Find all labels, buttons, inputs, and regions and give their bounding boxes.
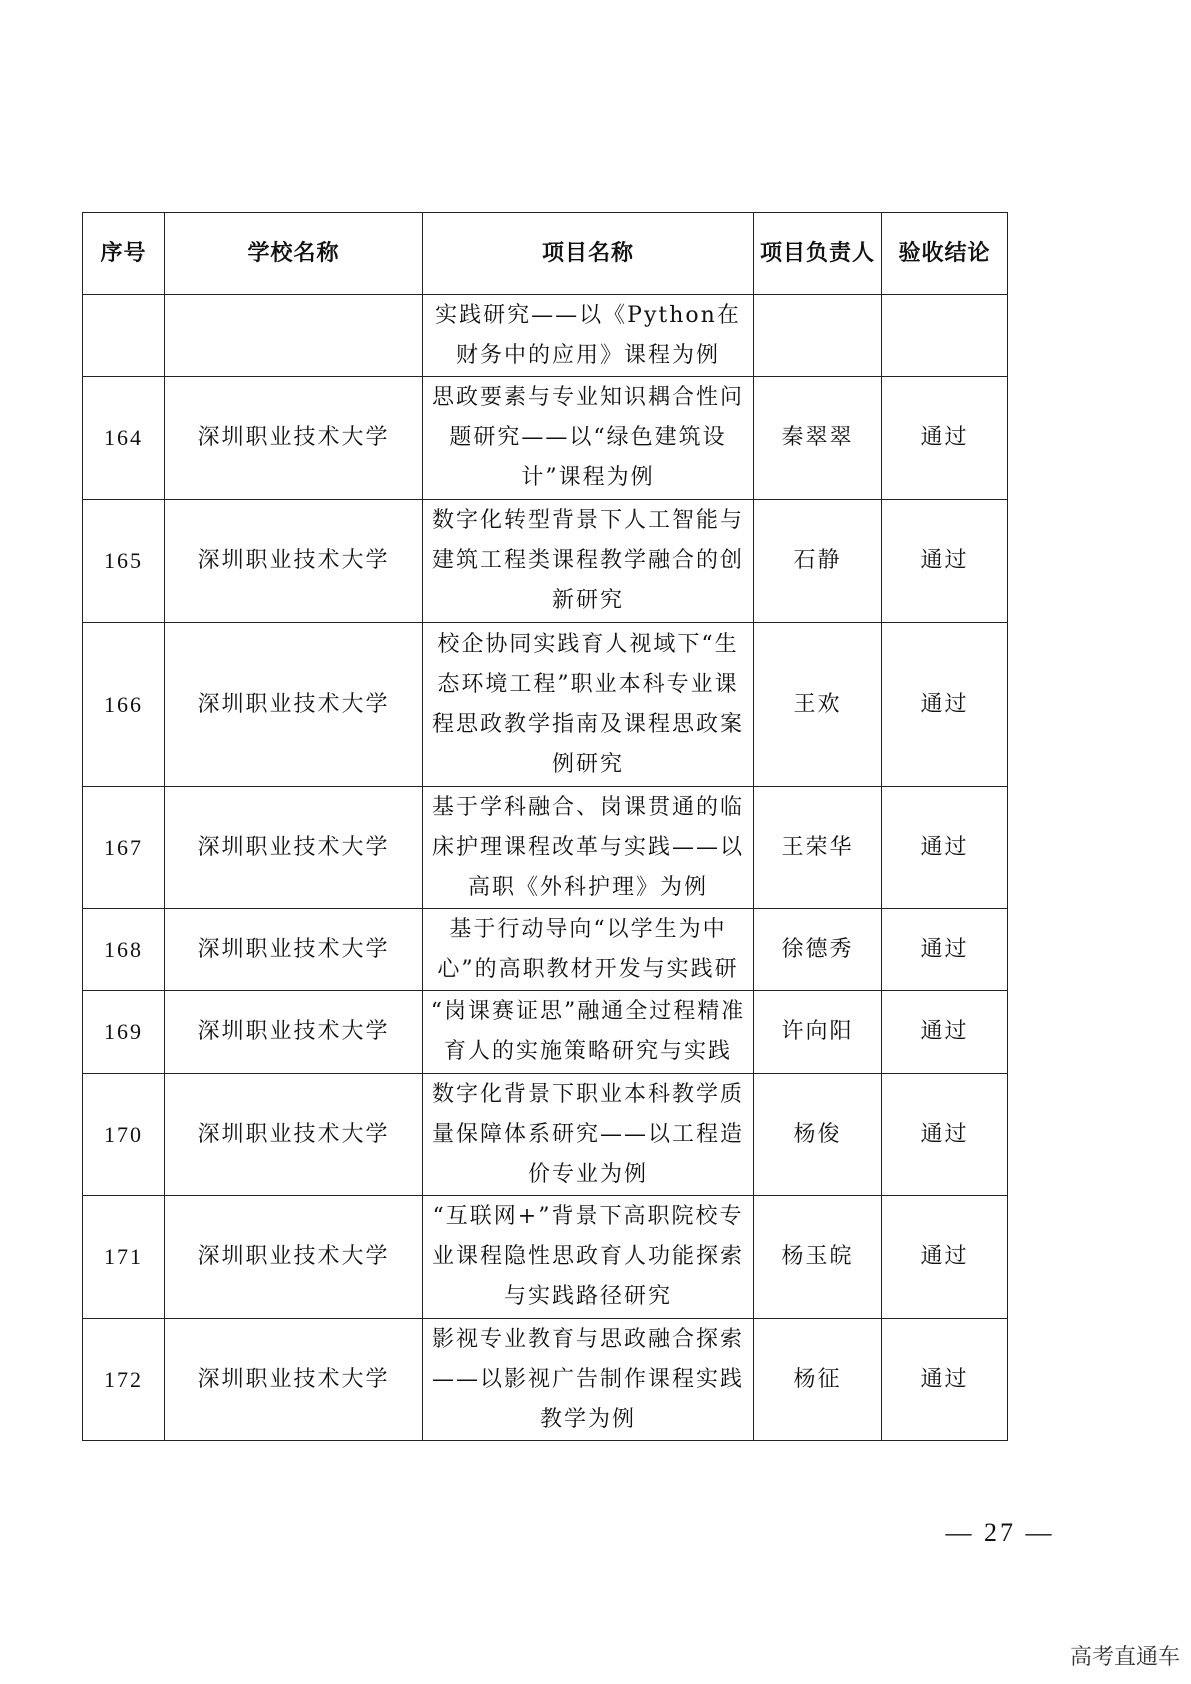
- row-school: 深圳职业技术大学: [165, 1196, 423, 1319]
- header-index: 序号: [83, 213, 165, 295]
- row-result: 通过: [882, 787, 1008, 909]
- table-header: [83, 213, 1008, 295]
- row-result: 通过: [882, 623, 1008, 787]
- watermark-text: 高考直通车: [1069, 1645, 1180, 1670]
- table-row: [83, 1074, 1008, 1196]
- row-result: [882, 295, 1008, 377]
- row-school: 深圳职业技术大学: [165, 909, 423, 991]
- row-project: 数字化背景下职业本科教学质量保障体系研究——以工程造价专业为例: [423, 1074, 754, 1196]
- row-school: [165, 295, 423, 377]
- page-number: — 27 —: [945, 1518, 1055, 1547]
- row-index: 171: [83, 1196, 165, 1319]
- table-row: [83, 500, 1008, 623]
- row-leader: 杨征: [754, 1319, 882, 1441]
- row-result: 通过: [882, 909, 1008, 991]
- row-leader: 许向阳: [754, 991, 882, 1074]
- row-index: 169: [83, 991, 165, 1074]
- row-index: [83, 295, 165, 377]
- row-school: 深圳职业技术大学: [165, 1319, 423, 1441]
- row-school: 深圳职业技术大学: [165, 787, 423, 909]
- row-leader: 杨俊: [754, 1074, 882, 1196]
- row-project: 实践研究——以《Python在财务中的应用》课程为例: [423, 295, 754, 377]
- row-school: 深圳职业技术大学: [165, 377, 423, 500]
- row-project: 思政要素与专业知识耦合性问题研究——以“绿色建筑设计”课程为例: [423, 377, 754, 500]
- table-row: [83, 1319, 1008, 1441]
- row-index: 172: [83, 1319, 165, 1441]
- row-school: 深圳职业技术大学: [165, 623, 423, 787]
- row-leader: 石静: [754, 500, 882, 623]
- table-row: [83, 1196, 1008, 1319]
- row-school: 深圳职业技术大学: [165, 1074, 423, 1196]
- row-index: 168: [83, 909, 165, 991]
- table-row: [83, 377, 1008, 500]
- row-index: 166: [83, 623, 165, 787]
- row-result: 通过: [882, 377, 1008, 500]
- row-result: 通过: [882, 991, 1008, 1074]
- table-row: [83, 909, 1008, 991]
- header-row: [83, 213, 1008, 295]
- header-school: 学校名称: [165, 213, 423, 295]
- row-leader: 王荣华: [754, 787, 882, 909]
- row-leader: [754, 295, 882, 377]
- row-index: 164: [83, 377, 165, 500]
- row-result: 通过: [882, 1319, 1008, 1441]
- row-project: 基于学科融合、岗课贯通的临床护理课程改革与实践——以高职《外科护理》为例: [423, 787, 754, 909]
- row-result: 通过: [882, 500, 1008, 623]
- table-row: [83, 787, 1008, 909]
- row-project: 影视专业教育与思政融合探索——以影视广告制作课程实践教学为例: [423, 1319, 754, 1441]
- table-row: [83, 623, 1008, 787]
- row-project: 基于行动导向“以学生为中心”的高职教材开发与实践研: [423, 909, 754, 991]
- row-project: 数字化转型背景下人工智能与建筑工程类课程教学融合的创新研究: [423, 500, 754, 623]
- results-table: [82, 212, 1008, 1441]
- row-result: 通过: [882, 1196, 1008, 1319]
- row-leader: 王欢: [754, 623, 882, 787]
- table-row: [83, 991, 1008, 1074]
- header-leader: 项目负责人: [754, 213, 882, 295]
- row-index: 170: [83, 1074, 165, 1196]
- row-leader: 秦翠翠: [754, 377, 882, 500]
- row-index: 165: [83, 500, 165, 623]
- row-project: “互联网+”背景下高职院校专业课程隐性思政育人功能探索与实践路径研究: [423, 1196, 754, 1319]
- row-index: 167: [83, 787, 165, 909]
- table-row: [83, 295, 1008, 377]
- row-school: 深圳职业技术大学: [165, 991, 423, 1074]
- row-result: 通过: [882, 1074, 1008, 1196]
- row-leader: 杨玉皖: [754, 1196, 882, 1319]
- row-project: 校企协同实践育人视域下“生态环境工程”职业本科专业课程思政教学指南及课程思政案例研究: [423, 623, 754, 787]
- header-result: 验收结论: [882, 213, 1008, 295]
- header-project: 项目名称: [423, 213, 754, 295]
- row-school: 深圳职业技术大学: [165, 500, 423, 623]
- row-project: “岗课赛证思”融通全过程精准育人的实施策略研究与实践: [423, 991, 754, 1074]
- row-leader: 徐德秀: [754, 909, 882, 991]
- table-body: [83, 295, 1008, 1441]
